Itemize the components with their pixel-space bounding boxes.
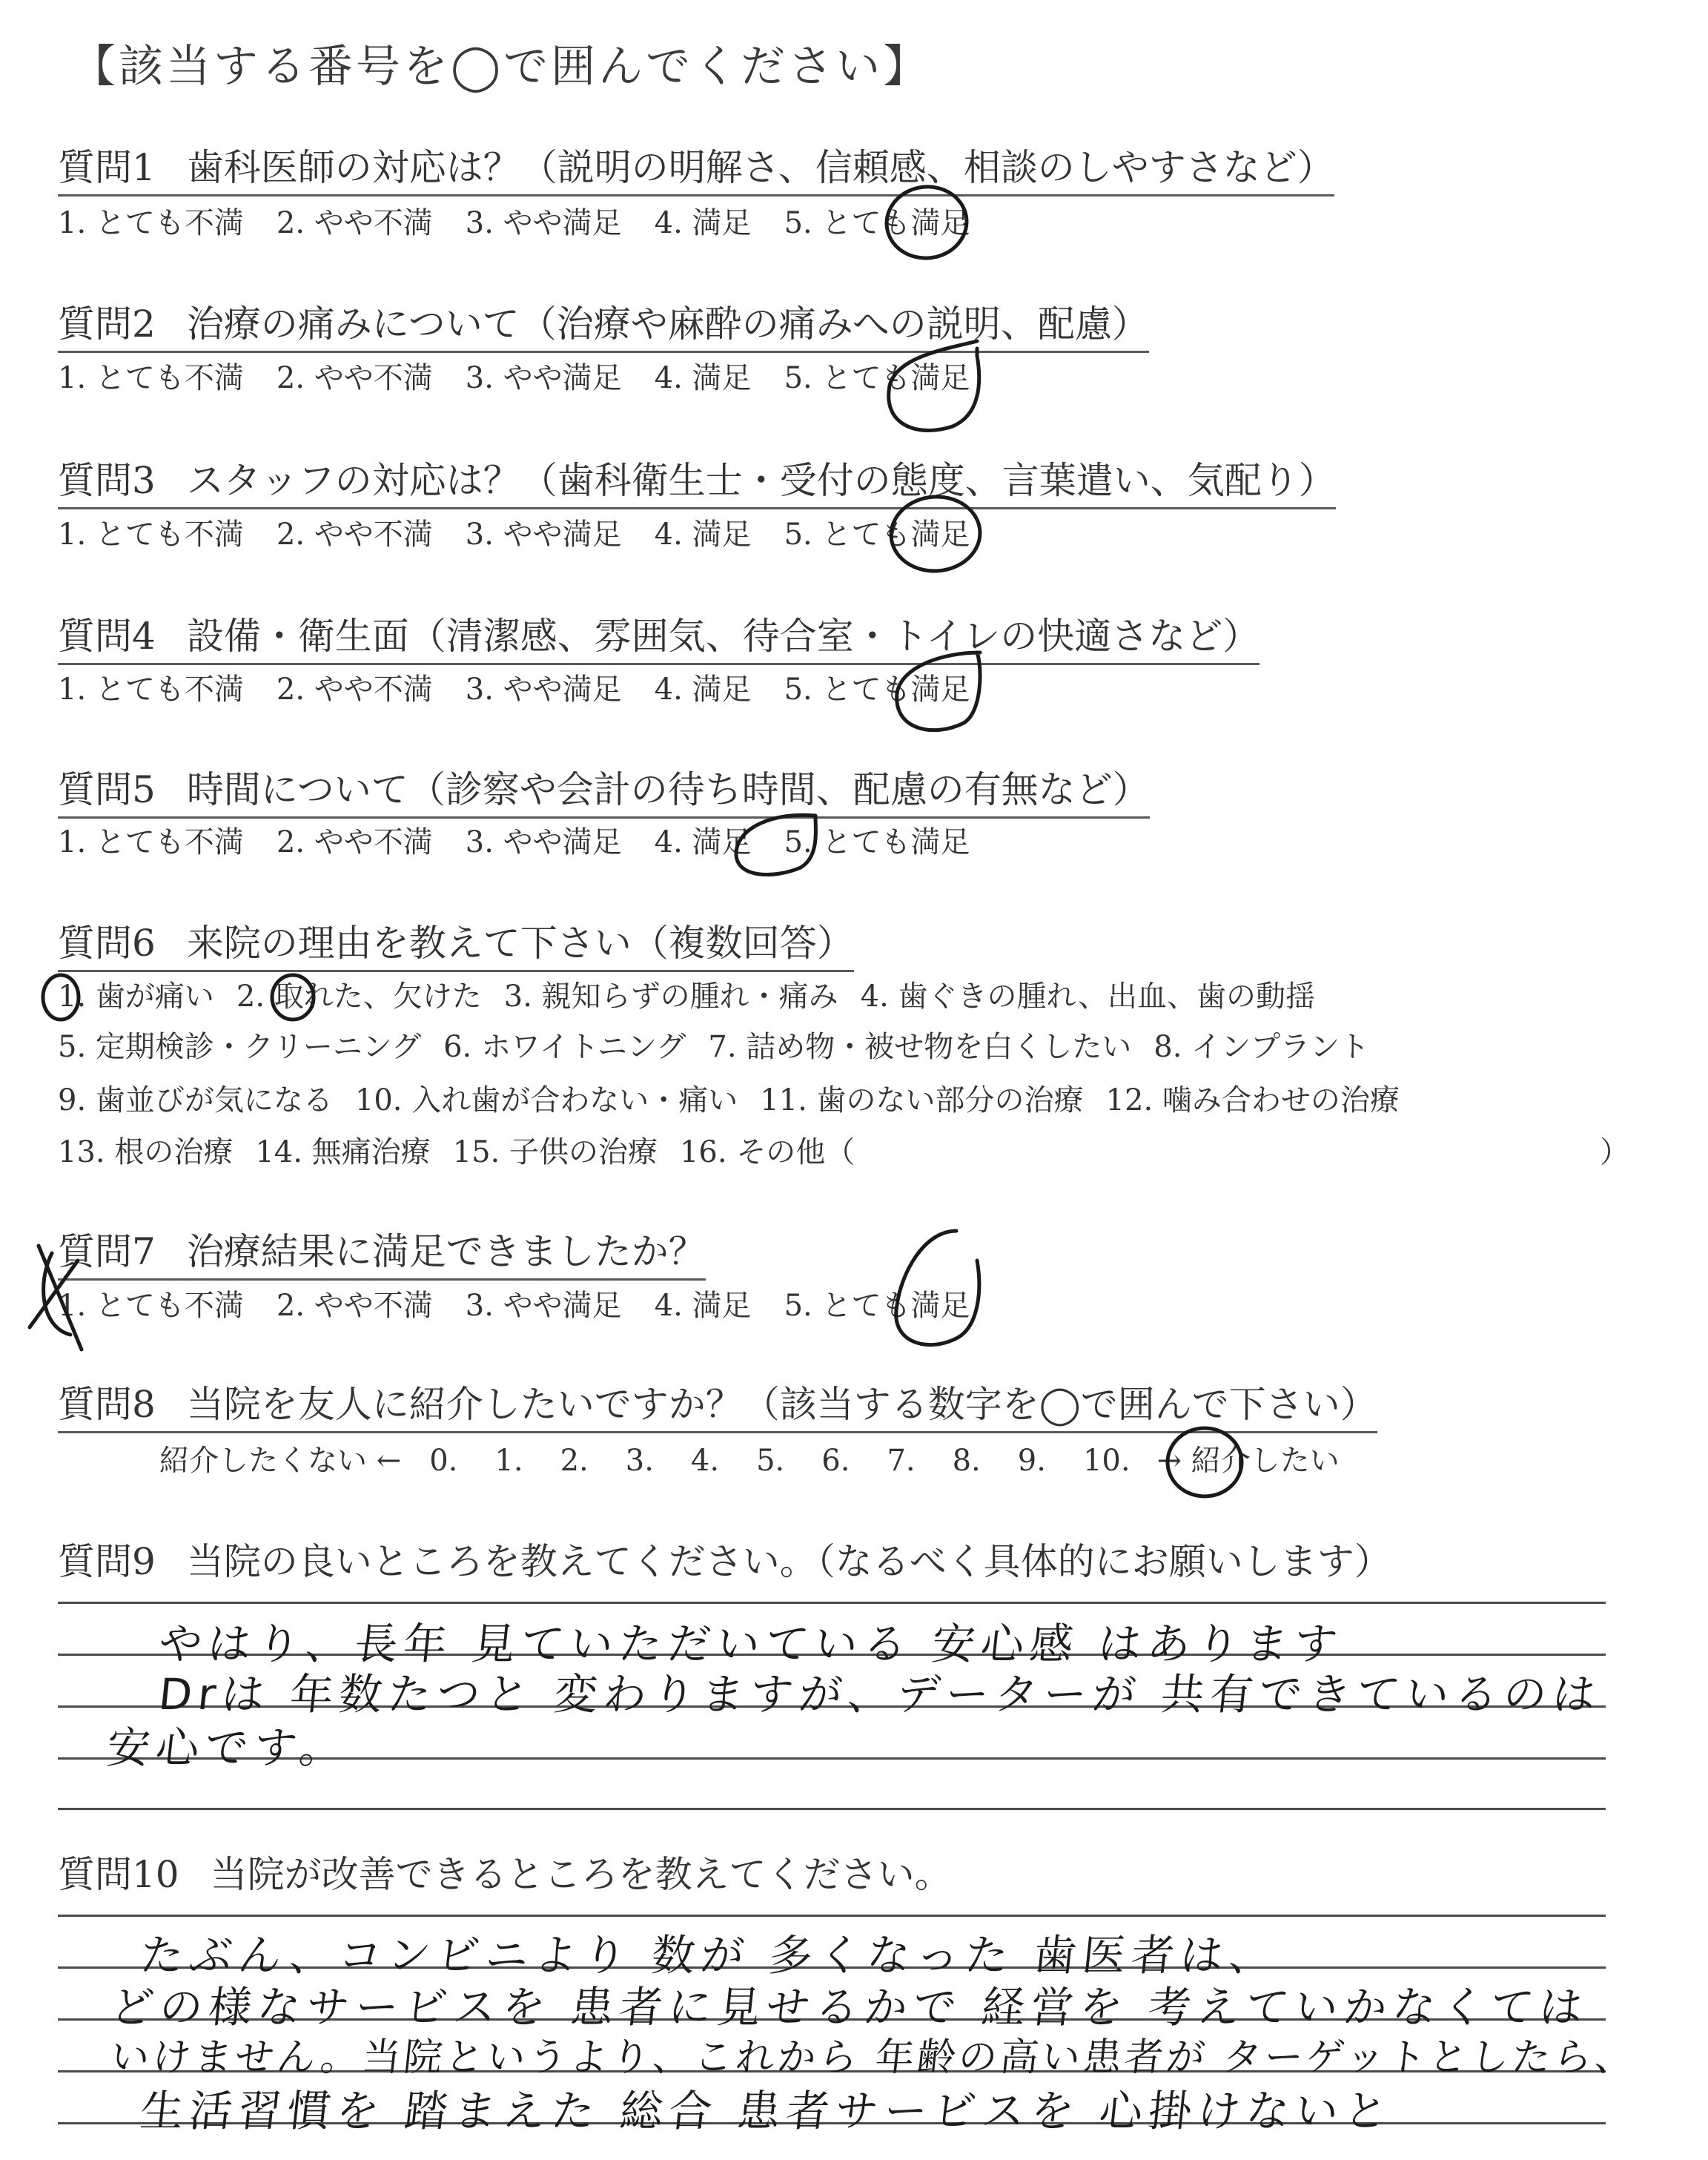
question-10-heading: [58, 1852, 952, 1901]
q10-answer-line-1: [58, 1915, 1606, 1917]
q8-value-10[interactable]: 10.: [1082, 1444, 1131, 1478]
question-2-number: 質問2: [58, 303, 156, 346]
q9-handwritten-line-1: やはり、長年 見ていただいている 安心感 はあります: [156, 1619, 1346, 1669]
q1-option-1[interactable]: 1. とても不満: [58, 206, 244, 240]
question-6-text: 来院の理由を教えて下さい（複数回答）: [186, 922, 854, 965]
question-1-text: 歯科医師の対応は？（説明の明解さ、信頼感、相談のしやすさなど）: [186, 146, 1334, 189]
q5-option-1[interactable]: 1. とても不満: [58, 825, 244, 859]
question-6-row-1: [58, 977, 1337, 1016]
question-1-options: [58, 204, 1002, 242]
q7-option-1[interactable]: 1. とても不満: [58, 1289, 244, 1323]
q6-other-close-paren: ）: [1600, 1135, 1629, 1169]
q8-value-1[interactable]: 1.: [494, 1444, 523, 1478]
question-7-number: 質問7: [58, 1230, 156, 1273]
q8-value-6[interactable]: 6.: [821, 1444, 850, 1478]
q10-handwritten-line-3: いけません。当院というより、これから 年齢の高い患者が ターゲットとしたら、: [108, 2035, 1639, 2080]
question-1-heading: [58, 145, 1334, 196]
question-5-heading: [58, 767, 1150, 819]
question-8-scale: [159, 1441, 1340, 1480]
question-2-options: [58, 359, 1002, 397]
q2-option-1[interactable]: 1. とても不満: [58, 361, 244, 395]
question-7-heading: [58, 1229, 706, 1281]
question-4-text: 設備・衛生面（清潔感、雰囲気、待合室・トイレの快適さなど）: [186, 615, 1260, 658]
q3-option-1[interactable]: 1. とても不満: [58, 518, 244, 552]
q2-option-2[interactable]: 2. やや不満: [276, 361, 433, 395]
question-9-heading: [58, 1539, 1391, 1588]
q6-option-5[interactable]: 5. 定期検診・クリーニング: [58, 1030, 422, 1064]
question-6-row-4: [58, 1133, 1629, 1172]
q5-option-4[interactable]: 4. 満足: [654, 825, 752, 859]
question-7-text: 治療結果に満足できましたか？: [186, 1230, 706, 1273]
q5-option-3[interactable]: 3. やや満足: [465, 825, 622, 859]
q4-option-4[interactable]: 4. 満足: [654, 673, 752, 707]
q8-value-2[interactable]: 2.: [560, 1444, 589, 1478]
q10-handwritten-line-1: たぶん、コンビニより 数が 多くなった 歯医者は、: [137, 1930, 1281, 1981]
q9-handwritten-line-3: 安心です。: [104, 1723, 351, 1773]
q6-option-14[interactable]: 14. 無痛治療: [255, 1135, 431, 1169]
question-8-number: 質問8: [58, 1383, 156, 1426]
q8-value-8[interactable]: 8.: [952, 1444, 981, 1478]
q6-option-12[interactable]: 12. 噛み合わせの治療: [1105, 1083, 1400, 1117]
page-title: 【該当する番号を◯で囲んでください】: [71, 41, 931, 93]
q9-answer-line-1: [58, 1602, 1606, 1604]
q6-option-8[interactable]: 8. インプラント: [1153, 1030, 1370, 1064]
question-4-number: 質問4: [58, 615, 156, 658]
q8-right-label: → 紹介したい: [1156, 1444, 1340, 1478]
question-3-heading: [58, 458, 1336, 509]
question-9-text: 当院の良いところを教えてください。（なるべく具体的にお願いします）: [186, 1540, 1391, 1583]
q8-value-7[interactable]: 7.: [887, 1444, 916, 1478]
q6-option-9[interactable]: 9. 歯並びが気になる: [58, 1083, 333, 1117]
q3-option-4[interactable]: 4. 満足: [654, 518, 752, 552]
question-10-number: 質問10: [58, 1853, 179, 1896]
question-2-heading: [58, 302, 1149, 353]
q2-option-3[interactable]: 3. やや満足: [465, 361, 622, 395]
question-3-number: 質問3: [58, 459, 156, 502]
q4-option-3[interactable]: 3. やや満足: [465, 673, 622, 707]
q10-handwritten-line-4: 生活習慣を 踏まえた 総合 患者サービスを 心掛けないと: [137, 2086, 1396, 2136]
q8-left-label: 紹介したくない ←: [159, 1444, 402, 1478]
q4-option-1[interactable]: 1. とても不満: [58, 673, 244, 707]
question-1-number: 質問1: [58, 146, 156, 189]
question-8-heading: [58, 1382, 1377, 1433]
q2-option-4[interactable]: 4. 満足: [654, 361, 752, 395]
q4-option-5[interactable]: 5. とても満足: [784, 673, 970, 707]
question-6-row-2: [58, 1028, 1391, 1066]
q6-option-1[interactable]: 1. 歯が痛い: [58, 980, 214, 1014]
question-5-options: [58, 823, 1002, 862]
q10-handwritten-line-2: どの様なサービスを 患者に見せるかで 経営を 考えていかなくては: [107, 1982, 1592, 2032]
q4-option-2[interactable]: 2. やや不満: [276, 673, 433, 707]
q9-handwritten-line-2: Drは 年数たつと 変わりますが、データーが 共有できているのは: [156, 1669, 1604, 1720]
q6-option-7[interactable]: 7. 詰め物・被せ物を白くしたい: [708, 1030, 1132, 1064]
q6-option-16[interactable]: 16. その他（: [679, 1135, 855, 1169]
q8-value-9[interactable]: 9.: [1017, 1444, 1046, 1478]
q7-option-4[interactable]: 4. 満足: [654, 1289, 752, 1323]
question-5-number: 質問5: [58, 768, 156, 811]
q3-option-5[interactable]: 5. とても満足: [784, 518, 970, 552]
q6-option-13[interactable]: 13. 根の治療: [58, 1135, 234, 1169]
question-3-text: スタッフの対応は？（歯科衛生士・受付の態度、言葉遣い、気配り）: [186, 459, 1336, 502]
q5-option-5[interactable]: 5. とても満足: [784, 825, 970, 859]
q1-option-4[interactable]: 4. 満足: [654, 206, 752, 240]
q8-value-3[interactable]: 3.: [625, 1444, 654, 1478]
q1-option-2[interactable]: 2. やや不満: [276, 206, 433, 240]
question-5-text: 時間について（診察や会計の待ち時間、配慮の有無など）: [186, 768, 1150, 811]
q6-option-10[interactable]: 10. 入れ歯が合わない・痛い: [354, 1083, 738, 1117]
q3-option-3[interactable]: 3. やや満足: [465, 518, 622, 552]
q7-option-2[interactable]: 2. やや不満: [276, 1289, 433, 1323]
question-6-number: 質問6: [58, 922, 156, 965]
q1-option-3[interactable]: 3. やや満足: [465, 206, 622, 240]
q3-option-2[interactable]: 2. やや不満: [276, 518, 433, 552]
question-4-heading: [58, 614, 1260, 665]
q1-option-5[interactable]: 5. とても満足: [784, 206, 970, 240]
question-6-heading: [58, 921, 854, 972]
question-7-options: [58, 1287, 1002, 1325]
q9-answer-line-5: [58, 1808, 1606, 1810]
q6-option-6[interactable]: 6. ホワイトニング: [443, 1030, 686, 1064]
q8-value-0[interactable]: 0.: [429, 1444, 458, 1478]
q6-option-15[interactable]: 15. 子供の治療: [452, 1135, 658, 1169]
q7-option-5[interactable]: 5. とても満足: [784, 1289, 970, 1323]
q8-value-4[interactable]: 4.: [690, 1444, 720, 1478]
q6-option-11[interactable]: 11. 歯のない部分の治療: [760, 1083, 1084, 1117]
question-10-text: 当院が改善できるところを教えてください。: [210, 1853, 952, 1896]
q6-option-3[interactable]: 3. 親知らずの腫れ・痛み: [503, 980, 838, 1014]
question-8-text: 当院を友人に紹介したいですか？（該当する数字を◯で囲んで下さい）: [186, 1383, 1377, 1426]
q6-option-2[interactable]: 2. 取れた、欠けた: [236, 980, 482, 1014]
q5-option-2[interactable]: 2. やや不満: [276, 825, 433, 859]
question-6-row-3: [58, 1081, 1422, 1120]
q8-value-5[interactable]: 5.: [756, 1444, 785, 1478]
question-9-number: 質問9: [58, 1540, 156, 1583]
q7-option-3[interactable]: 3. やや満足: [465, 1289, 622, 1323]
q2-option-5[interactable]: 5. とても満足: [784, 361, 970, 395]
question-2-text: 治療の痛みについて（治療や麻酔の痛みへの説明、配慮）: [186, 303, 1149, 346]
question-4-options: [58, 670, 1002, 709]
q6-option-4[interactable]: 4. 歯ぐきの腫れ、出血、歯の動揺: [860, 980, 1315, 1014]
question-3-options: [58, 515, 1002, 554]
